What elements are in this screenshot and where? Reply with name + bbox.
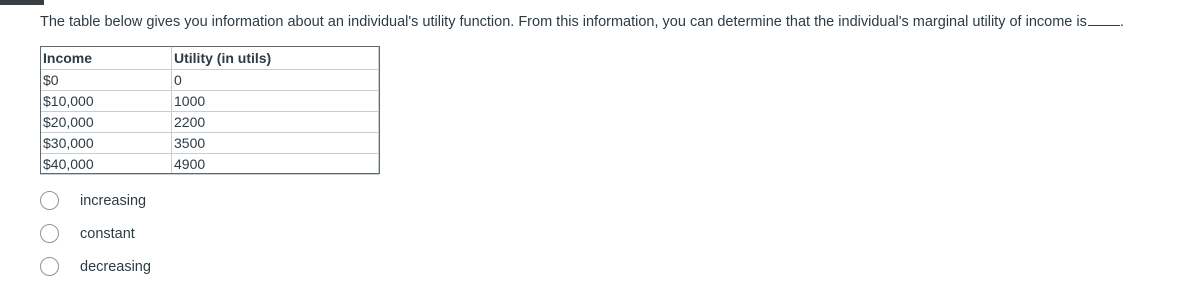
option-constant[interactable]	[40, 217, 151, 250]
income-cell: $0	[41, 70, 172, 91]
option-label: decreasing	[80, 258, 151, 275]
table-row	[41, 154, 379, 175]
table-row	[41, 133, 379, 154]
income-cell: $30,000	[41, 133, 172, 154]
radio-button-increasing[interactable]	[40, 191, 59, 210]
utility-cell: 3500	[172, 133, 379, 154]
utility-cell: 2200	[172, 112, 379, 133]
income-cell: $10,000	[41, 91, 172, 112]
income-cell: $20,000	[41, 112, 172, 133]
utility-table	[40, 46, 379, 175]
answer-options	[40, 184, 151, 283]
question-end-punct: .	[1119, 14, 1124, 30]
table-row	[41, 112, 379, 133]
radio-button-constant[interactable]	[40, 224, 59, 243]
table-row	[41, 70, 379, 91]
radio-button-decreasing[interactable]	[40, 257, 59, 276]
utility-cell: 0	[172, 70, 379, 91]
option-decreasing[interactable]	[40, 250, 151, 283]
option-label: increasing	[80, 192, 147, 209]
option-increasing[interactable]	[40, 184, 151, 217]
column-header-income: Income	[41, 47, 172, 70]
answer-blank	[1088, 12, 1120, 26]
table-header-row	[41, 47, 379, 70]
column-header-utility: Utility (in utils)	[172, 47, 379, 70]
question-prompt	[40, 12, 1190, 31]
question-text: The table below gives you information about an individual's utility function. From this information, you can determine that the individual's marginal utility of income is	[40, 14, 1087, 30]
option-label: constant	[80, 225, 135, 242]
income-cell: $40,000	[41, 154, 172, 175]
utility-cell: 1000	[172, 91, 379, 112]
top-accent-bar	[0, 0, 44, 5]
utility-cell: 4900	[172, 154, 379, 175]
table-row	[41, 91, 379, 112]
